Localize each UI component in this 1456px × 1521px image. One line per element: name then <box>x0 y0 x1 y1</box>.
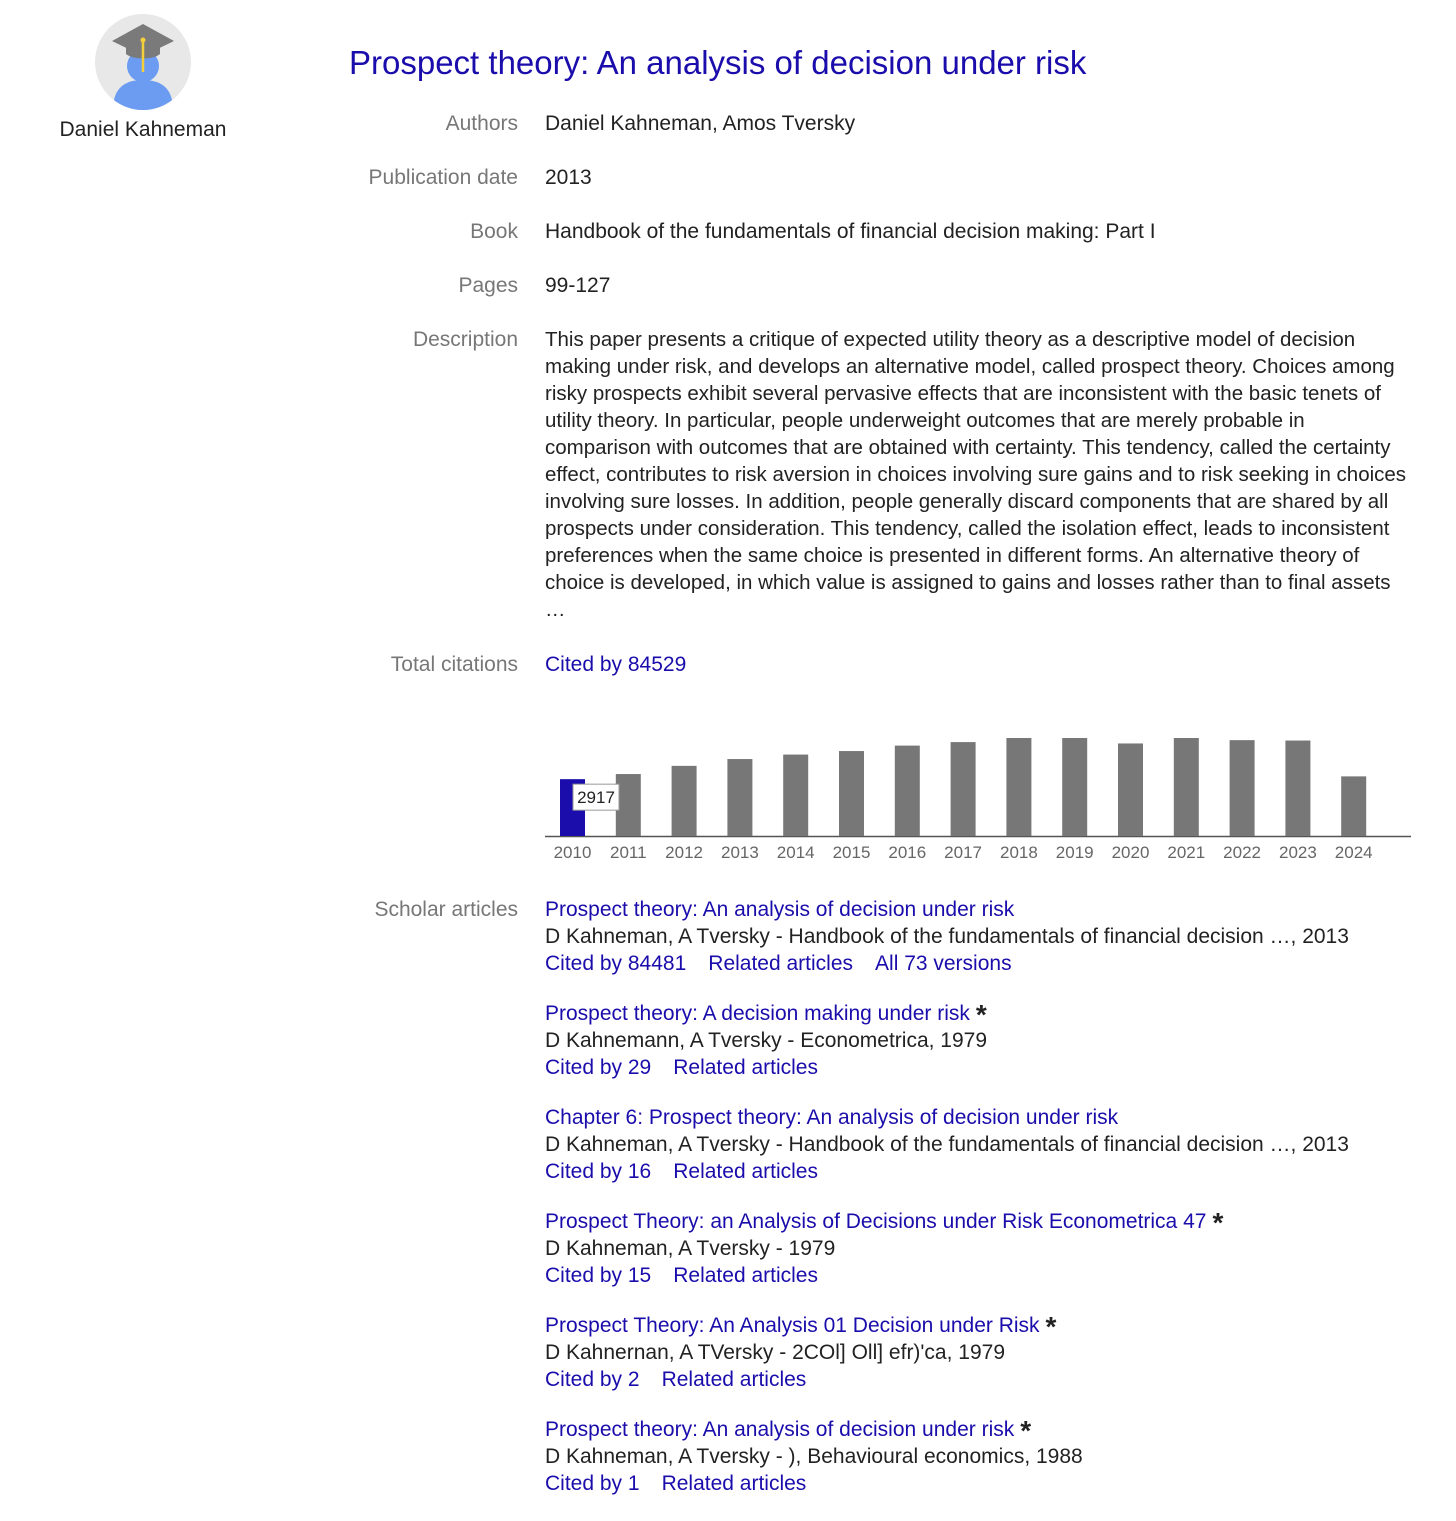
article-meta: D Kahnemann, A Tversky - Econometrica, 1979 <box>545 1029 988 1052</box>
graduate-avatar-icon <box>95 14 191 110</box>
description-text: This paper presents a critique of expected utility theory as a descriptive model of decision making under risk, and develops an alternative model, called prospect theory. Choices among risky prospects exhibit several pervasive effects that are inconsistent with the basic tenets of utility theory. In particular, people underweight outcomes that are merely probable in comparison with outcomes that are obtained with certainty. This tendency, called the certainty effect, contributes to risk aversion in choices involving sure gains and to risk seeking in choices involving sure losses. In addition, people generally discard components that are shared by all prospects under consideration. This tendency, called the isolation effect, leads to inconsistent preferences when the same choice is presented in different forms. An alternative theory of choice is developed, in which value is assigned to gains and losses rather than to final assets … <box>545 328 1407 621</box>
related-articles-link[interactable]: Related articles <box>661 1472 807 1495</box>
article-meta: D Kahnernan, A TVersky - 2COl] Oll] efr)'ca, 1979 <box>545 1341 1006 1364</box>
scholar-articles-list <box>545 896 1413 1520</box>
article-details <box>349 40 1419 1495</box>
star-icon: * <box>1045 1311 1057 1342</box>
scholar-articles-label: Scholar articles <box>374 898 518 921</box>
chart-tick-label: 2013 <box>720 843 759 862</box>
publication-date-value: 2013 <box>545 166 592 189</box>
article-link[interactable]: Prospect theory: An analysis of decision under risk <box>545 898 1015 921</box>
chart-bar-2017[interactable] <box>951 742 976 836</box>
article-link[interactable]: Chapter 6: Prospect theory: An analysis of decision under risk <box>545 1106 1119 1129</box>
publication-date-label: Publication date <box>368 166 518 189</box>
related-articles-link[interactable]: Related articles <box>673 1264 818 1287</box>
chart-tick-label: 2012 <box>665 843 704 862</box>
publication-date-row <box>349 164 1419 191</box>
book-value: Handbook of the fundamentals of financial decision making: Part I <box>545 220 1156 243</box>
pages-value: 99-127 <box>545 274 611 297</box>
pages-row <box>349 272 1419 299</box>
scholar-article <box>545 1208 1413 1289</box>
star-icon: * <box>975 999 987 1030</box>
chart-bar-2018[interactable] <box>1006 738 1031 836</box>
article-meta: D Kahneman, A Tversky - ), Behavioural economics, 1988 <box>545 1445 1083 1468</box>
total-citations-row <box>349 651 1419 678</box>
article-link[interactable]: Prospect theory: A decision making under risk <box>545 1002 970 1025</box>
author-profile[interactable] <box>40 14 246 142</box>
scholar-article <box>545 1312 1413 1393</box>
scholar-article <box>545 1416 1413 1497</box>
related-articles-link[interactable]: Related articles <box>708 952 854 975</box>
chart-tick-label: 2015 <box>832 843 871 862</box>
avatar[interactable] <box>95 14 191 110</box>
chart-tooltip-value: 2917 <box>577 788 615 808</box>
chart-tick-label: 2017 <box>944 843 983 862</box>
description-label: Description <box>412 328 518 351</box>
cited-by-link[interactable]: Cited by 84529 <box>545 653 687 676</box>
cited-by-link[interactable]: Cited by 29 <box>545 1056 652 1079</box>
citations-bar-chart <box>545 688 1411 868</box>
scholar-article <box>545 896 1413 977</box>
chart-tick-label: 2019 <box>1055 843 1094 862</box>
chart-tick-label: 2014 <box>776 843 815 862</box>
chart-tick-label: 2016 <box>888 843 927 862</box>
article-link[interactable]: Prospect theory: An analysis of decision under risk <box>545 1418 1015 1441</box>
related-articles-link[interactable]: Related articles <box>661 1368 807 1391</box>
chart-bar-2013[interactable] <box>727 759 752 836</box>
star-icon: * <box>1212 1207 1224 1238</box>
chart-bar-2011[interactable] <box>616 774 641 836</box>
authors-value: Daniel Kahneman, Amos Tversky <box>545 112 856 135</box>
chart-tick-label: 2022 <box>1223 843 1262 862</box>
chart-tick-label: 2011 <box>610 843 647 862</box>
chart-tick-label: 2023 <box>1278 843 1317 862</box>
chart-tooltip <box>573 784 619 810</box>
chart-bar-2024[interactable] <box>1341 776 1366 836</box>
article-meta: D Kahneman, A Tversky - 1979 <box>545 1237 836 1260</box>
cited-by-link[interactable]: Cited by 1 <box>545 1472 640 1495</box>
article-title[interactable]: Prospect theory: An analysis of decision under risk <box>349 44 1087 81</box>
chart-tick-label: 2024 <box>1334 843 1373 862</box>
authors-label: Authors <box>445 112 518 135</box>
chart-bar-2016[interactable] <box>895 746 920 836</box>
scholar-article <box>545 1104 1413 1185</box>
chart-bar-2020[interactable] <box>1118 743 1143 836</box>
all-versions-link[interactable]: All 73 versions <box>875 952 1012 975</box>
total-citations-label: Total citations <box>390 653 518 676</box>
description-row <box>349 326 1419 623</box>
chart-bar-2023[interactable] <box>1285 741 1310 836</box>
article-link[interactable]: Prospect Theory: an Analysis of Decisions under Risk Econometrica 47 <box>545 1210 1207 1233</box>
citations-chart <box>545 688 1411 868</box>
chart-bar-2021[interactable] <box>1174 738 1199 836</box>
cited-by-link[interactable]: Cited by 15 <box>545 1264 652 1287</box>
authors-row <box>349 110 1419 137</box>
article-meta: D Kahneman, A Tversky - Handbook of the fundamentals of financial decision …, 2013 <box>545 1133 1349 1156</box>
scholar-article <box>545 1000 1413 1081</box>
article-meta: D Kahneman, A Tversky - Handbook of the fundamentals of financial decision …, 2013 <box>545 925 1349 948</box>
related-articles-link[interactable]: Related articles <box>673 1056 818 1079</box>
chart-bar-2019[interactable] <box>1062 738 1087 836</box>
chart-bar-2014[interactable] <box>783 755 808 836</box>
profile-name[interactable]: Daniel Kahneman <box>59 118 227 141</box>
chart-tick-label: 2018 <box>999 843 1038 862</box>
chart-tick-label: 2021 <box>1167 843 1206 862</box>
book-row <box>349 218 1419 245</box>
pages-label: Pages <box>458 274 518 297</box>
chart-bar-2022[interactable] <box>1230 740 1255 836</box>
chart-bar-2015[interactable] <box>839 751 864 836</box>
cited-by-link[interactable]: Cited by 2 <box>545 1368 640 1391</box>
chart-tick-label: 2010 <box>553 843 592 862</box>
star-icon: * <box>1020 1415 1032 1446</box>
chart-bar-2012[interactable] <box>672 766 697 836</box>
book-label: Book <box>470 220 518 243</box>
cited-by-link[interactable]: Cited by 84481 <box>545 952 687 975</box>
total-citations-value <box>545 651 1413 678</box>
article-link[interactable]: Prospect Theory: An Analysis 01 Decision under Risk <box>545 1314 1040 1337</box>
cited-by-link[interactable]: Cited by 16 <box>545 1160 652 1183</box>
chart-tick-label: 2020 <box>1111 843 1150 862</box>
related-articles-link[interactable]: Related articles <box>673 1160 818 1183</box>
scholar-articles-row <box>349 896 1419 1520</box>
